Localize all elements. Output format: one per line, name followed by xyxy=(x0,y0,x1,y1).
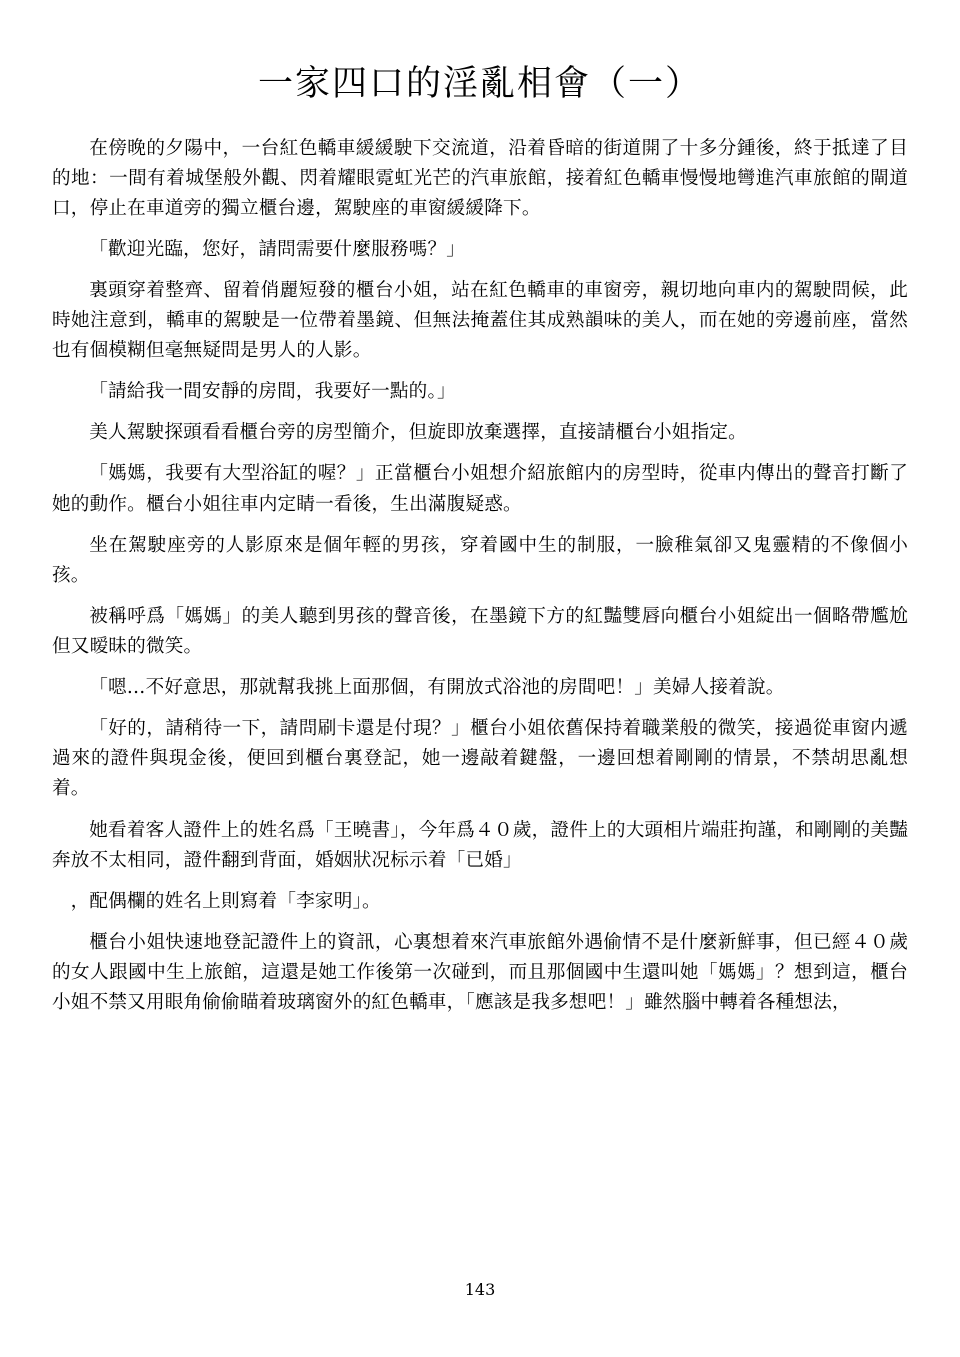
page-title: 一家四口的淫亂相會（一） xyxy=(257,64,702,104)
document-body xyxy=(52,134,908,1019)
paragraph: 「請給我一間安靜的房間，我要好一點的。」 xyxy=(89,381,456,403)
paragraph: 「嗯…不好意思，那就幫我挑上面那個，有開放式浴池的房間吧！」美婦人接着說。 xyxy=(89,677,785,699)
paragraph: 被稱呼爲「媽媽」的美人聽到男孩的聲音後，在墨鏡下方的紅豔雙唇向櫃台小姐綻出一個略帶尷尬但又暧昧的微笑。 xyxy=(52,605,908,658)
paragraph: 美人駕駛探頭看看櫃台旁的房型簡介，但旋即放棄選擇，直接請櫃台小姐指定。 xyxy=(89,422,747,444)
page-number: 143 xyxy=(464,1280,496,1299)
paragraph: 「媽媽，我要有大型浴缸的喔？」正當櫃台小姐想介紹旅館内的房型時，從車内傳出的聲音打斷了她的動作。櫃台小姐往車内定睛一看後，生出滿腹疑惑。 xyxy=(52,463,908,515)
paragraph: 裏頭穿着整齊、留着俏麗短發的櫃台小姐，站在紅色轎車的車窗旁，親切地向車内的駕駛問候，此時她注意到，轎車的駕駛是一位帶着墨鏡、但無法掩蓋住其成熟韻味的美人，而在她的旁邊前座，當然也有個模糊但毫無疑問是男人的人影。 xyxy=(52,279,908,362)
paragraph: 在傍晚的夕陽中，一台紅色轎車緩緩駛下交流道，沿着昏暗的街道開了十多分鍾後，終于抵達了目的地：一間有着城堡般外觀、閃着耀眼霓虹光芒的汽車旅館，接着紅色轎車慢慢地彎進汽車旅館的閘道口，停止在車道旁的獨立櫃台邊，駕駛座的車窗緩緩降下。 xyxy=(52,137,908,219)
paragraph: 坐在駕駛座旁的人影原來是個年輕的男孩，穿着國中生的制服，一臉稚氣卻又鬼靈精的不像個小孩。 xyxy=(52,534,908,586)
paragraph: 「歡迎光臨，您好，請問需要什麼服務嗎？」 xyxy=(89,238,466,260)
paragraph: 「好的，請稍待一下，請問刷卡還是付現？」櫃台小姐依舊保持着職業般的微笑，接過從車窗内遞過來的證件與現金後，便回到櫃台裏登記，她一邊敲着鍵盤，一邊回想着剛剛的情景，不禁胡思亂想着。 xyxy=(52,718,908,800)
paragraph: 她看着客人證件上的姓名爲「王曉書」，今年爲４０歲，證件上的大頭相片端莊拘謹，和剛剛的美豔奔放不太相同，證件翻到背面，婚姻狀况标示着「已婚」 xyxy=(52,819,908,871)
paragraph: 櫃台小姐快速地登記證件上的資訊，心裏想着來汽車旅館外遇偷情不是什麼新鮮事，但已經４０歲的女人跟國中生上旅館，這還是她工作後第一次碰到，而且那個國中生還叫她「媽媽」？想到這，櫃台小姐不禁又用眼角偷偷瞄着玻璃窗外的紅色轎車，「應該是我多想吧！」雖然腦中轉着各種想法， xyxy=(52,931,908,1014)
paragraph: ，配偶欄的姓名上則寫着「李家明」。 xyxy=(70,890,381,912)
